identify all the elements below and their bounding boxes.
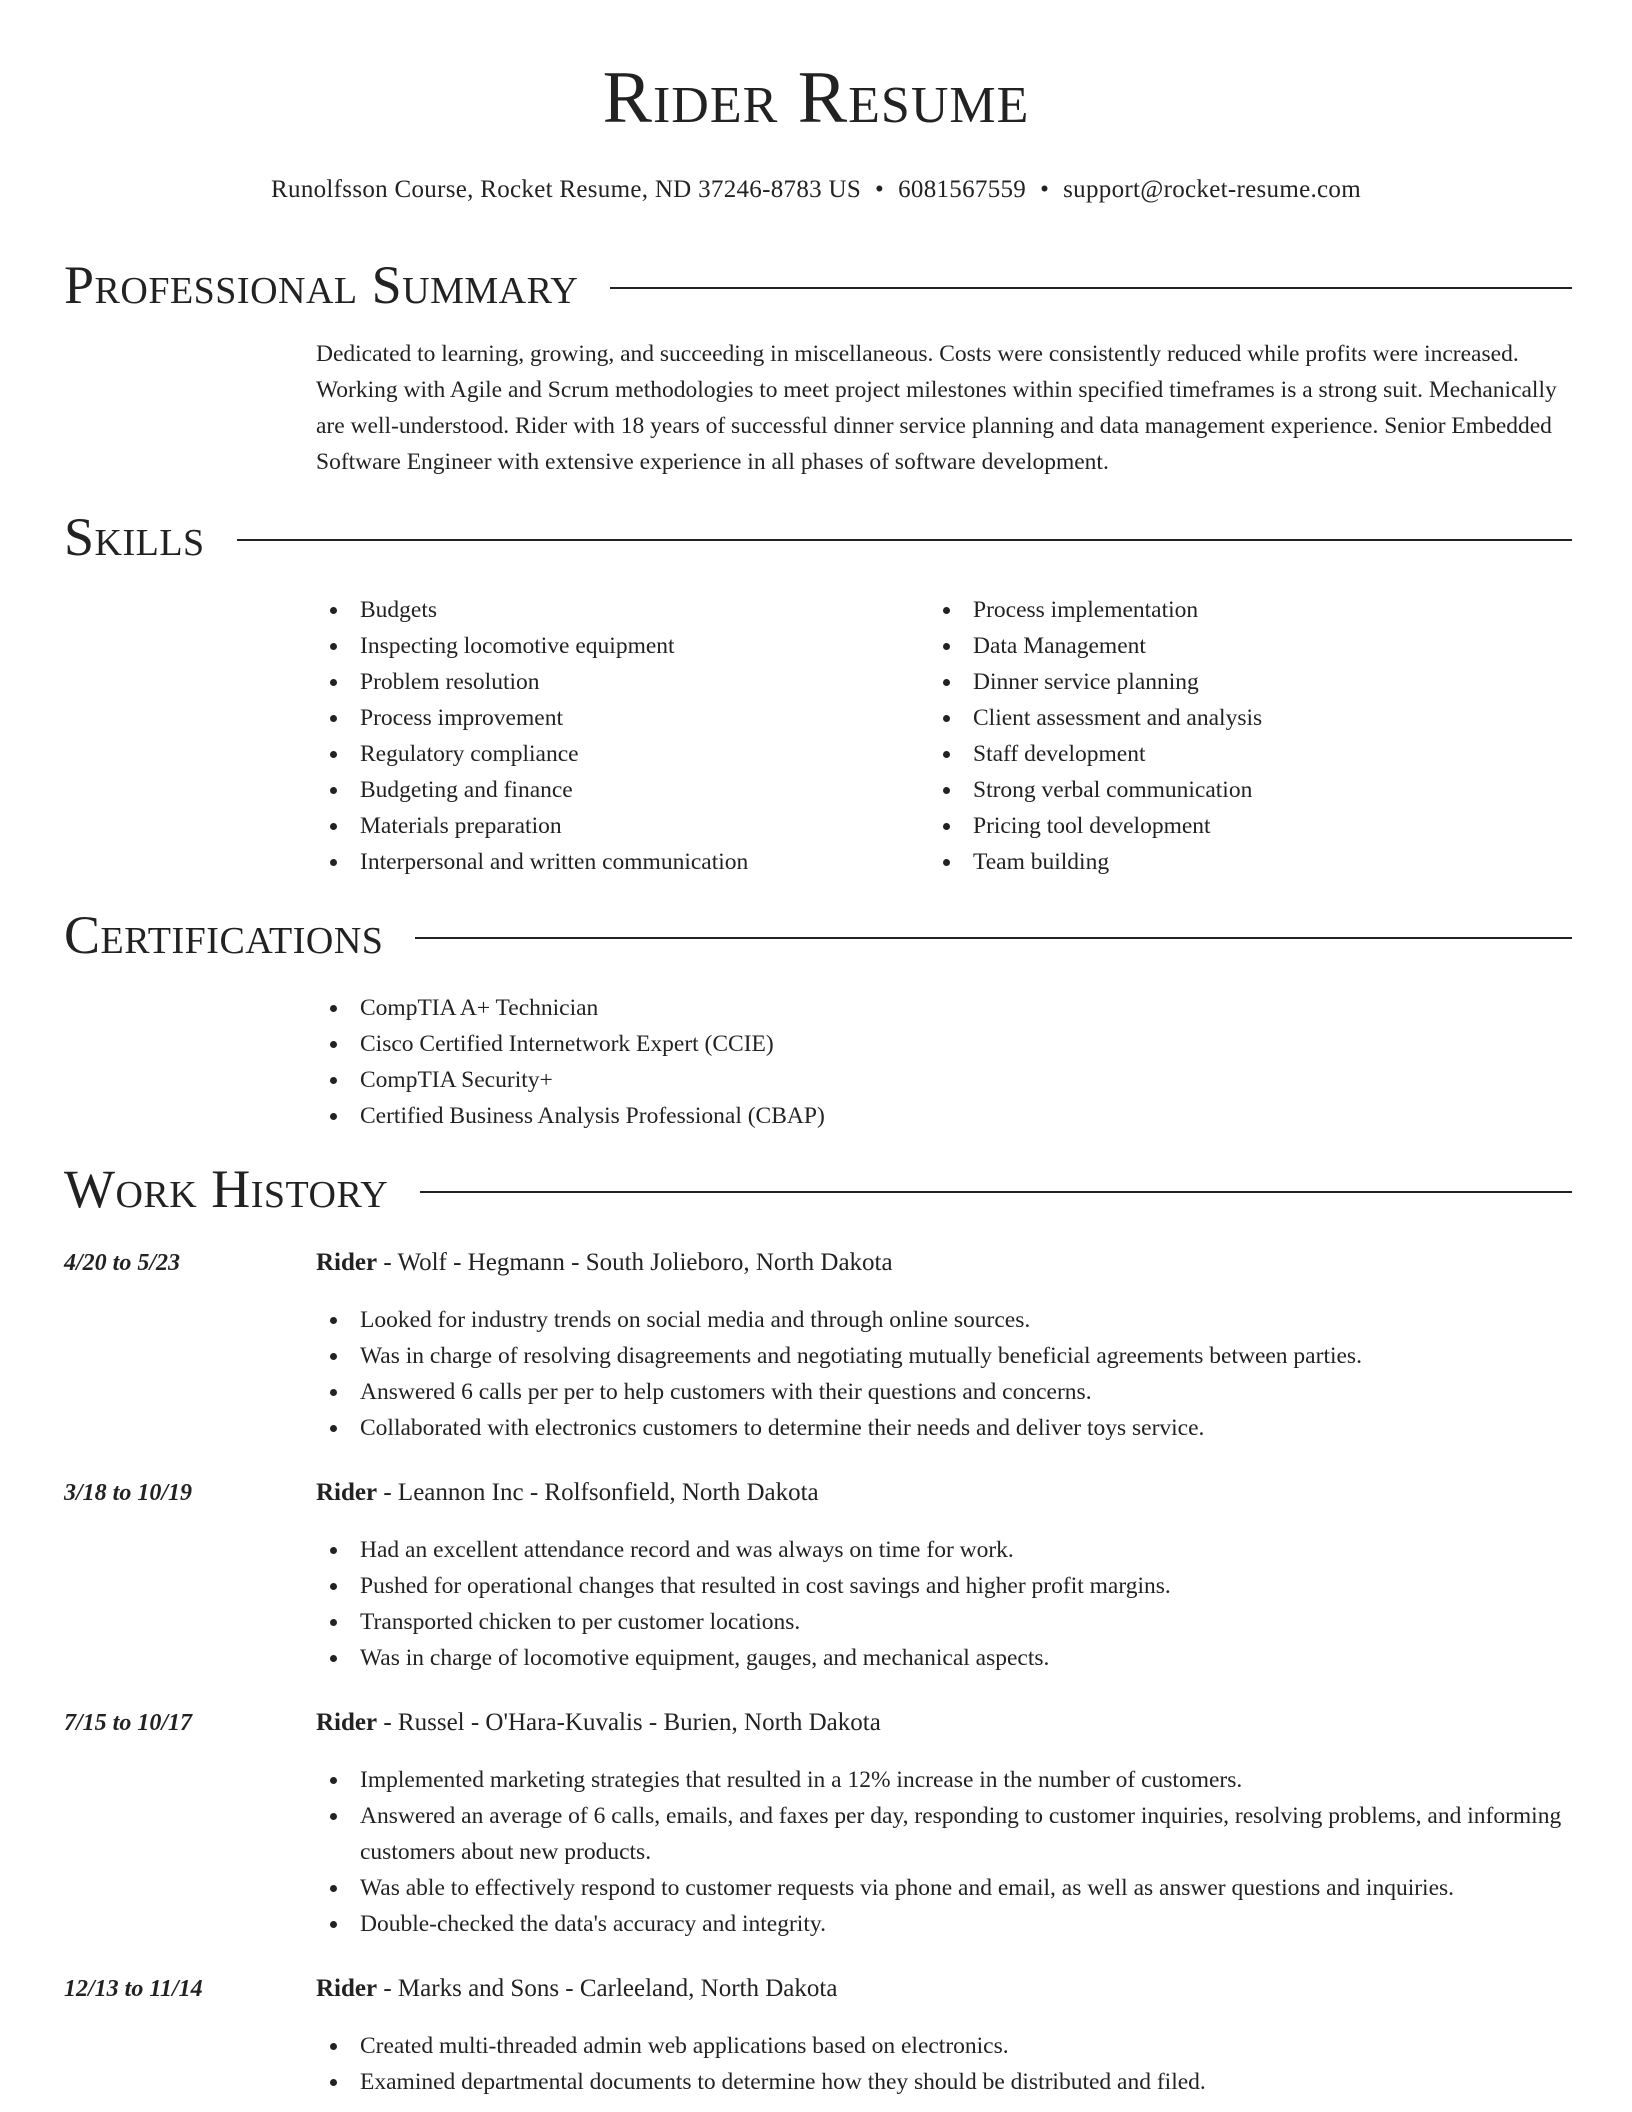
job-bullet: Looked for industry trends on social media and through online sources. xyxy=(316,1302,1576,1338)
certifications-section-header xyxy=(64,905,1572,965)
skill-item: Regulatory compliance xyxy=(316,736,916,772)
certification-item: CompTIA A+ Technician xyxy=(316,990,1576,1026)
skill-item: Team building xyxy=(929,844,1529,880)
job-bullet: Answered an average of 6 calls, emails, and faxes per day, responding to customer inquiries, resolving problems, and informing customers about new products. xyxy=(316,1798,1576,1870)
job-bullet: Collaborated with electronics customers to determine their needs and deliver toys service. xyxy=(316,1410,1576,1446)
summary-section-header xyxy=(64,255,1572,315)
summary-section-title: Professional Summary xyxy=(64,255,579,315)
certification-item: Cisco Certified Internetwork Expert (CCIE) xyxy=(316,1026,1576,1062)
job-bullet: Implemented marketing strategies that resulted in a 12% increase in the number of customers. xyxy=(316,1762,1576,1798)
work-section-header xyxy=(64,1159,1572,1219)
contact-separator: • xyxy=(1040,176,1050,203)
skill-item: Pricing tool development xyxy=(929,808,1529,844)
job-employer: - Leannon Inc - Rolfsonfield, North Dakota xyxy=(377,1479,819,1506)
job-bullet: Created multi-threaded admin web applications based on electronics. xyxy=(316,2028,1576,2064)
job-bullets xyxy=(316,1302,1576,1446)
skills-section-title: Skills xyxy=(64,507,205,567)
job-dates: 7/15 to 10/17 xyxy=(64,1710,193,1736)
certification-item: CompTIA Security+ xyxy=(316,1062,1576,1098)
certifications-list xyxy=(316,990,1576,1134)
certification-item: Certified Business Analysis Professional (CBAP) xyxy=(316,1098,1576,1134)
job-bullet: Was in charge of resolving disagreements and negotiating mutually beneficial agreements between parties. xyxy=(316,1338,1576,1374)
section-divider xyxy=(420,1191,1572,1193)
job-employer: - Wolf - Hegmann - South Jolieboro, North Dakota xyxy=(377,1249,893,1276)
job-title: Rider xyxy=(316,1249,378,1276)
resume-name: Rider Resume xyxy=(602,57,1030,139)
contact-email: support@rocket-resume.com xyxy=(1063,176,1361,203)
job-bullet: Had an excellent attendance record and was always on time for work. xyxy=(316,1532,1576,1568)
section-divider xyxy=(415,937,1572,939)
skills-section-header xyxy=(64,507,1572,567)
job-employer: - Russel - O'Hara-Kuvalis - Burien, North Dakota xyxy=(377,1709,881,1736)
skills-list-right xyxy=(929,592,1529,880)
job-dates: 12/13 to 11/14 xyxy=(64,1976,203,2002)
job-bullet: Pushed for operational changes that resulted in cost savings and higher profit margins. xyxy=(316,1568,1576,1604)
job-title: Rider xyxy=(316,1975,378,2002)
summary-text: Dedicated to learning, growing, and succeeding in miscellaneous. Costs were consistently reduced while profits were increased. Working with Agile and Scrum methodologies to meet project milestones within specified timeframes is a strong suit. Mechanically are well-understood. Rider with 18 years of successful dinner service planning and data management experience. Senior Embedded Software Engineer with extensive experience in all phases of software development. xyxy=(316,341,1557,475)
job-title: Rider xyxy=(316,1479,378,1506)
job-bullets xyxy=(316,1532,1576,1676)
section-divider xyxy=(610,287,1572,289)
skill-item: Budgeting and finance xyxy=(316,772,916,808)
job-heading xyxy=(316,1249,893,1277)
job-bullet: Was in charge of locomotive equipment, gauges, and mechanical aspects. xyxy=(316,1640,1576,1676)
skill-item: Dinner service planning xyxy=(929,664,1529,700)
job-bullet: Transported chicken to per customer locations. xyxy=(316,1604,1576,1640)
skill-item: Problem resolution xyxy=(316,664,916,700)
contact-line xyxy=(0,176,1632,204)
skill-item: Data Management xyxy=(929,628,1529,664)
job-bullets xyxy=(316,2028,1576,2100)
skill-item: Inspecting locomotive equipment xyxy=(316,628,916,664)
job-heading xyxy=(316,1709,881,1737)
job-heading xyxy=(316,1479,819,1507)
contact-separator: • xyxy=(875,176,885,203)
job-dates: 3/18 to 10/19 xyxy=(64,1480,193,1506)
skill-item: Materials preparation xyxy=(316,808,916,844)
skill-item: Process implementation xyxy=(929,592,1529,628)
job-bullet: Answered 6 calls per per to help customers with their questions and concerns. xyxy=(316,1374,1576,1410)
job-dates: 4/20 to 5/23 xyxy=(64,1250,181,1276)
contact-address: Runolfsson Course, Rocket Resume, ND 37246-8783 US xyxy=(271,176,862,203)
skill-item: Staff development xyxy=(929,736,1529,772)
job-title: Rider xyxy=(316,1709,378,1736)
section-divider xyxy=(237,539,1572,541)
skills-list-left xyxy=(316,592,916,880)
contact-phone: 6081567559 xyxy=(898,176,1027,203)
skill-item: Interpersonal and written communication xyxy=(316,844,916,880)
skill-item: Strong verbal communication xyxy=(929,772,1529,808)
job-bullet: Examined departmental documents to determine how they should be distributed and filed. xyxy=(316,2064,1576,2100)
work-section-title: Work History xyxy=(64,1159,389,1219)
job-bullets xyxy=(316,1762,1576,1942)
certifications-section-title: Certifications xyxy=(64,905,384,965)
job-bullet: Double-checked the data's accuracy and integrity. xyxy=(316,1906,1576,1942)
skill-item: Client assessment and analysis xyxy=(929,700,1529,736)
job-employer: - Marks and Sons - Carleeland, North Dakota xyxy=(377,1975,838,2002)
job-heading xyxy=(316,1975,837,2003)
skill-item: Process improvement xyxy=(316,700,916,736)
job-bullet: Was able to effectively respond to customer requests via phone and email, as well as answer questions and inquiries. xyxy=(316,1870,1576,1906)
skill-item: Budgets xyxy=(316,592,916,628)
